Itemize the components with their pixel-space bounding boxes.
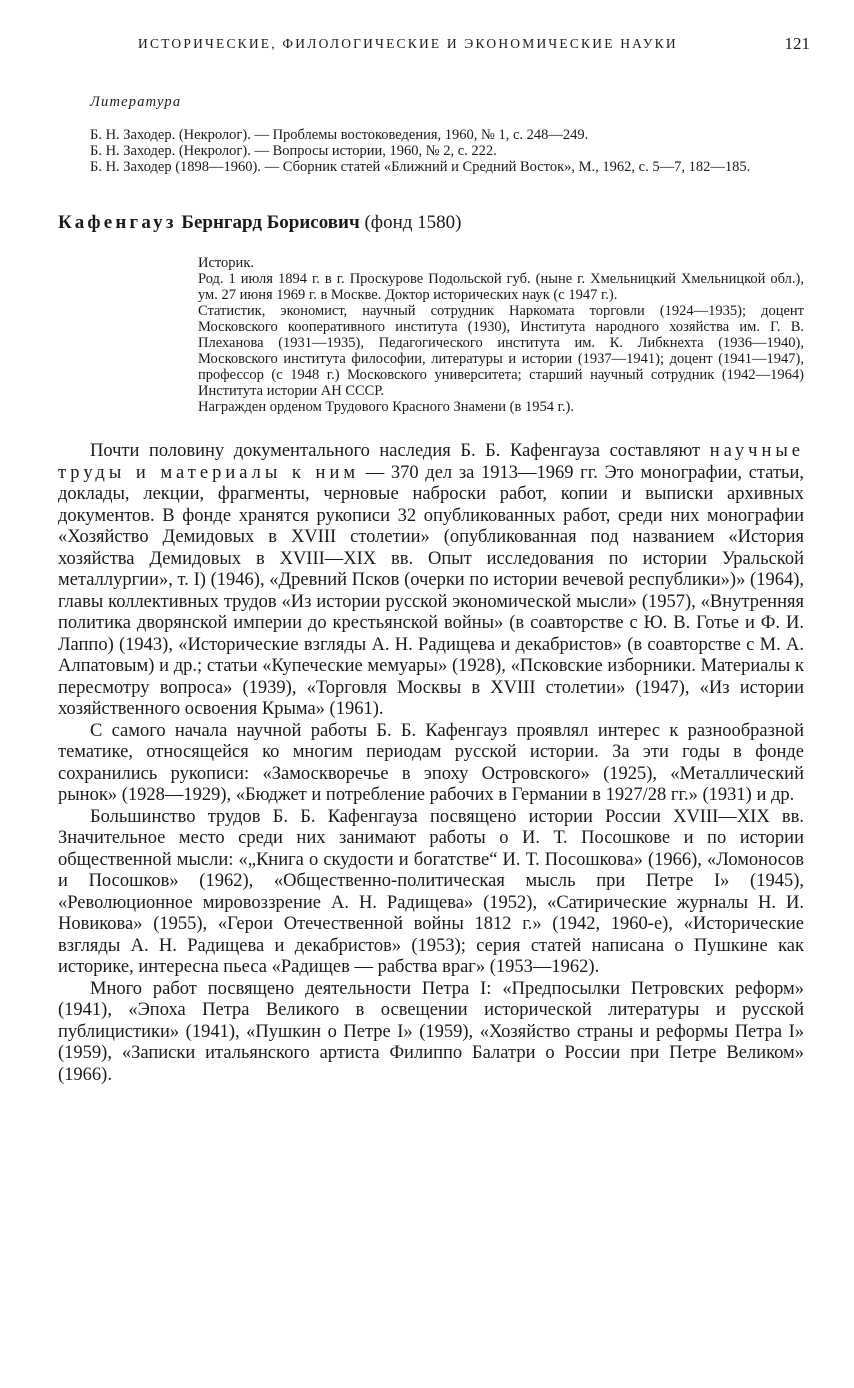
fond-number: (фонд 1580) (364, 212, 462, 233)
literature-ref: Б. Н. Заходер. (Некролог). — Проблемы востоковедения, 1960, № 1, с. 248—249. (90, 127, 589, 143)
paragraph-text: — 370 дел за 1913—1969 гг. Это монографии, статьи, доклады, лекции, фрагменты, черновые наброски работ, копии и выписки архивных документов. В фонде хранятся рукописи 32 опубликованных работ, среди них монографии «Хозяйство Демидовых в XVIII столетии» (опубликованная под названием «История хозяйства Демидовых в XVIII—XIX вв. Опыт исследования по истории Уральской металлургии», т. I) (1946), «Древний Псков (очерки по истории вечевой республики»)» (1964), главы коллективных трудов «Из истории русской экономической мысли» (1957), «Внутренняя политика дворянской империи до крестьянской войны» (в соавторстве с Ю. В. Готье и Ф. И. Лаппо) (1943), «Исторические взгляды А. Н. Радищева и декабристов» (в соавторстве с М. А. Алпатовым) и др.; статьи «Купеческие мемуары» (1928), «Псковские изборники. Материалы к пересмотру вопроса» (1939), «Торговля Москвы в XVIII столетии» (1947), «Из истории хозяйственного освоения Крыма» (1961). (58, 462, 805, 719)
page-number: 121 (784, 34, 810, 53)
paragraph: Большинство трудов Б. Б. Кафенгауза посвящено истории России XVIII—XIX вв. Значительное место среди них занимают работы о И. Т. Посошкове и по истории общественной мысли: «„Книга о скудости и богатстве“ И. Т. Посошкова» (1966), «Ломоносов и Посошков» (1962), «Общественно-политическая мысль при Петре I» (1945), «Революционное мировоззрение А. Н. Радищева» (1952), «Сатирические журналы Н. И. Новикова» (1955), «Герои Отечественной войны 1812 г.» (1942, 1960-е), «Исторические взгляды А. Н. Радищева и декабристов» (1953); серия статей написана о Пушкине как историке, интересна пьеса «Радищев — рабства враг» (1953—1962). (58, 806, 804, 977)
paragraph: С самого начала научной работы Б. Б. Кафенгауз проявлял интерес к разнообразной тематике, относящейся ко многим периодам русской истории. За эти годы в фонде сохранились рукописи: «Замоскворечье в эпоху Островского» (1925), «Металлический рынок» (1928—1929), «Бюджет и потребление рабочих в Германии в 1927/28 гг.» (1931) и др. (58, 720, 804, 805)
biography (198, 255, 804, 415)
given-names: Бернгард Борисович (181, 212, 360, 233)
running-title: ИСТОРИЧЕСКИЕ, ФИЛОЛОГИЧЕСКИЕ И ЭКОНОМИЧЕСКИЕ НАУКИ (138, 36, 678, 51)
literature-heading: Литература (90, 94, 182, 110)
bio-career: Статистик, экономист, научный сотрудник Наркомата торговли (1924—1935); доцент Московского кооперативного института (1930), Института народного хозяйства им. Г. В. Плеханова (1931—1935), Педагогического института им. К. Либкнехта (1936—1940), Московского института философии, литературы и истории (1937—1941); доцент (1941—1947), профессор (с 1948 г.) Московского университета; старший научный сотрудник (1942—1964) Института истории АН СССР. (198, 303, 804, 399)
document-page (58, 30, 810, 1086)
bio-award: Награжден орденом Трудового Красного Знамени (в 1954 г.). (198, 399, 574, 415)
surname: Кафенгауз (58, 212, 177, 233)
literature-ref: Б. Н. Заходер (1898—1960). — Сборник статей «Ближний и Средний Восток», М., 1962, с. 5—7, 182—185. (90, 159, 751, 175)
bio-birth: Род. 1 июля 1894 г. в г. Проскурове Подольской губ. (ныне г. Хмельницкий Хмельницкой обл.), ум. 27 июня 1969 г. в Москве. Доктор исторических наук (с 1947 г.). (198, 271, 804, 303)
paragraph: Много работ посвящено деятельности Петра I: «Предпосылки Петровских реформ» (1941), «Эпоха Петра Великого в освещении исторической литературы и русской публицистики» (1941), «Пушкин о Петре I» (1959), «Хозяйство страны и реформы Петра I» (1959), «Записки итальянского артиста Филиппо Балатри о России при Петре Великом» (1966). (58, 978, 804, 1085)
paragraph-text: Почти половину документального наследия Б. Б. Кафенгауза составляют (90, 441, 710, 461)
body-text (58, 441, 804, 1086)
literature-list (58, 127, 804, 175)
literature-ref: Б. Н. Заходер. (Некролог). — Вопросы истории, 1960, № 2, с. 222. (90, 143, 497, 159)
spaced-phrase: научные труды и материалы к ним (58, 441, 804, 483)
fond-title (58, 211, 804, 235)
running-head (58, 30, 810, 58)
paragraph (58, 441, 804, 721)
bio-profession: Историк. (198, 255, 254, 271)
